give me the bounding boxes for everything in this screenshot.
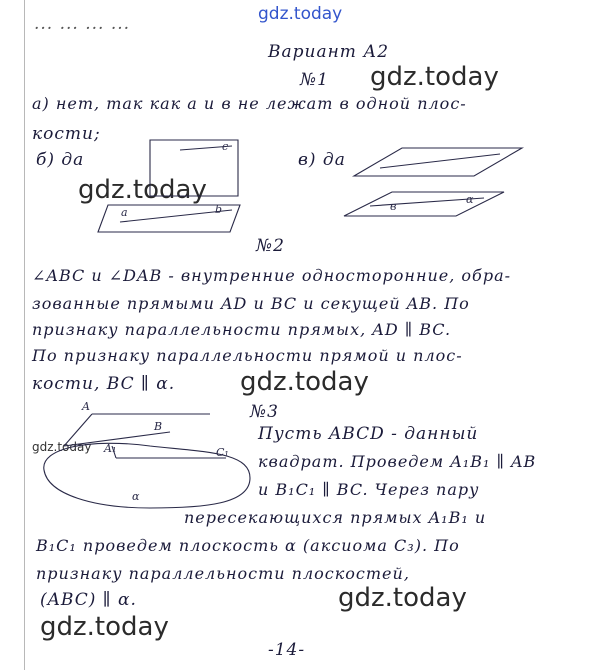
watermark-top: gdz.today: [258, 4, 343, 24]
label-v: в: [390, 200, 397, 213]
label-c: c: [222, 140, 229, 153]
label-alpha: α: [132, 490, 140, 503]
watermark: gdz.today: [240, 367, 369, 397]
task3-line-5: B₁C₁ проведем плоскость α (аксиома C₃). По: [36, 536, 460, 555]
task1-number: №1: [300, 70, 329, 90]
label-C1: C₁: [216, 446, 229, 459]
task1-line-b: б) да: [36, 150, 85, 170]
watermark: gdz.today: [338, 583, 467, 613]
task2-line-4: По признаку параллельности прямой и плос-: [32, 346, 463, 365]
watermark: gdz.today: [370, 62, 499, 92]
watermark: gdz.today: [40, 612, 169, 642]
task2-line-3: признаку параллельности прямых, AD ∥ BC.: [32, 320, 452, 339]
header-cut-text: ... ... ... ...: [34, 14, 131, 34]
label-A: A: [82, 400, 90, 413]
task2-line-1: ∠ABC и ∠DAB - внутренние односторонние, обра-: [32, 266, 512, 285]
side-AD: [64, 414, 92, 446]
figure-task3: [44, 400, 250, 508]
watermark: gdz.today: [78, 175, 207, 205]
task2-number: №2: [256, 236, 285, 256]
watermark-small: gdz.today: [32, 440, 92, 454]
task3-line-3: и B₁C₁ ∥ BC. Через пару: [258, 480, 480, 499]
task1-line-a: а) нет, так как а и в не лежат в одной плос-: [32, 94, 467, 113]
label-alpha: α: [466, 193, 474, 206]
plane-upper: [354, 148, 522, 176]
task2-line-5: кости, BC ∥ α.: [32, 374, 176, 394]
page-number: -14-: [268, 640, 306, 660]
line-upper: [380, 154, 500, 168]
task1-line-v: в) да: [298, 150, 346, 170]
task1-line-a2: кости;: [32, 124, 101, 144]
label-a: a: [121, 206, 128, 219]
task3-line-7: (ABC) ∥ α.: [40, 590, 137, 610]
figure-task1-b: [98, 140, 240, 232]
task2-line-2: зованные прямыми AD и BC и секущей AB. По: [32, 294, 470, 313]
label-B: B: [154, 420, 163, 433]
label-b: b: [215, 203, 223, 216]
side-DC: [64, 432, 170, 446]
plane-lower: [344, 192, 504, 216]
task3-line-4: пересекающихся прямых A₁B₁ и: [184, 508, 487, 527]
task3-line-1: Пусть ABCD - данный: [258, 424, 479, 444]
label-A1: A₁: [104, 442, 117, 455]
variant-title: Вариант А2: [268, 42, 390, 62]
task3-line-6: признаку параллельности плоскостей,: [36, 564, 410, 583]
task3-line-2: квадрат. Проведем A₁B₁ ∥ AB: [258, 452, 537, 471]
task3-number: №3: [250, 402, 279, 422]
figure-task1-v: [344, 148, 522, 216]
